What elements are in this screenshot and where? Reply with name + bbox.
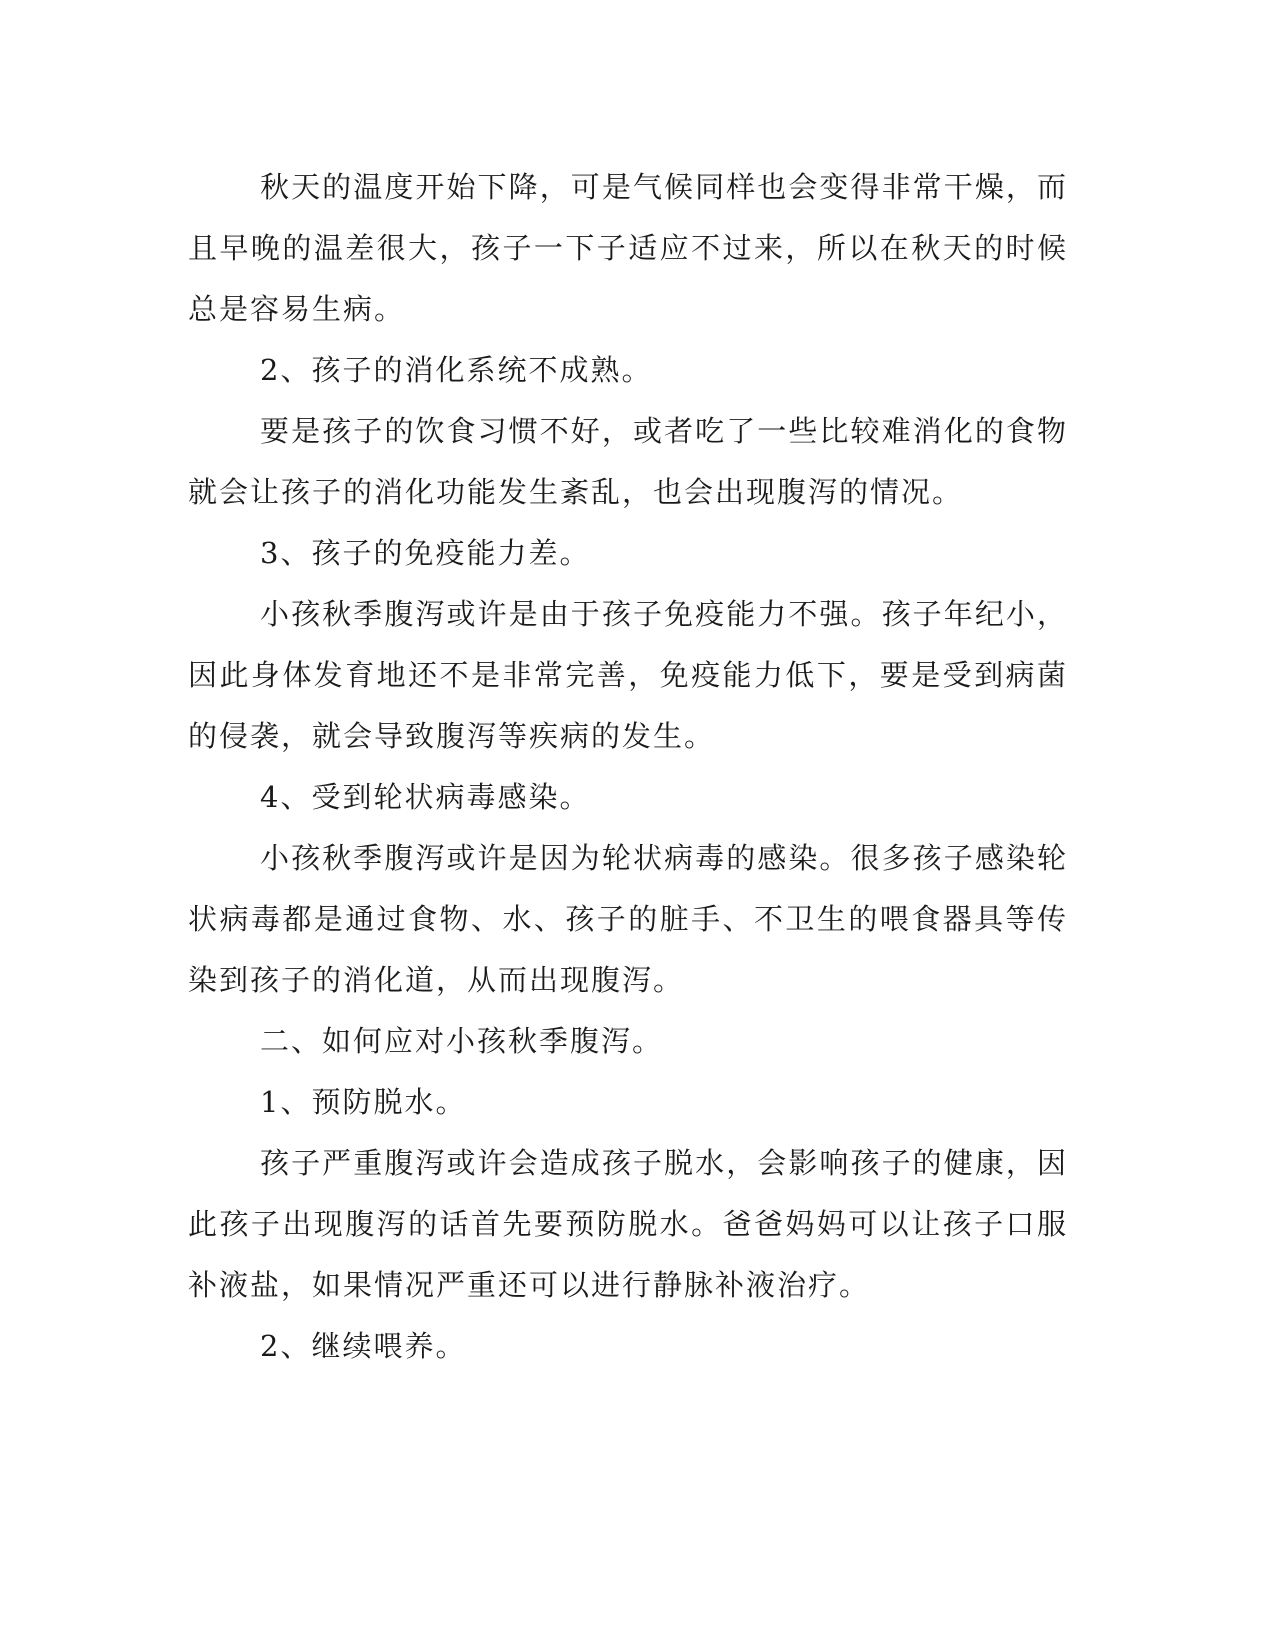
paragraph-prevent-dehydration: 孩子严重腹泻或许会造成孩子脱水，会影响孩子的健康，因此孩子出现腹泻的话首先要预防脱水。爸爸妈妈可以让孩子口服补液盐，如果情况严重还可以进行静脉补液治疗。 (188, 1146, 1068, 1302)
heading-rotavirus: 4、受到轮状病毒感染。 (260, 780, 591, 814)
heading-digestive-system: 2、孩子的消化系统不成熟。 (260, 353, 653, 387)
heading-continue-feeding: 2、继续喂养。 (260, 1329, 467, 1363)
paragraph-digestive-system: 要是孩子的饮食习惯不好，或者吃了一些比较难消化的食物就会让孩子的消化功能发生紊乱，也会出现腹泻的情况。 (188, 414, 1068, 509)
paragraph-autumn-climate: 秋天的温度开始下降，可是气候同样也会变得非常干燥，而且早晚的温差很大，孩子一下子适应不过来，所以在秋天的时候总是容易生病。 (188, 170, 1068, 326)
document-body (188, 157, 1068, 1377)
paragraph-immunity: 小孩秋季腹泻或许是由于孩子免疫能力不强。孩子年纪小，因此身体发育地还不是非常完善，免疫能力低下，要是受到病菌的侵袭，就会导致腹泻等疾病的发生。 (188, 597, 1068, 753)
heading-immunity: 3、孩子的免疫能力差。 (260, 536, 591, 570)
paragraph-rotavirus: 小孩秋季腹泻或许是因为轮状病毒的感染。很多孩子感染轮状病毒都是通过食物、水、孩子的脏手、不卫生的喂食器具等传染到孩子的消化道，从而出现腹泻。 (188, 841, 1068, 997)
heading-prevent-dehydration: 1、预防脱水。 (260, 1085, 467, 1119)
section-heading-response: 二、如何应对小孩秋季腹泻。 (260, 1024, 664, 1058)
